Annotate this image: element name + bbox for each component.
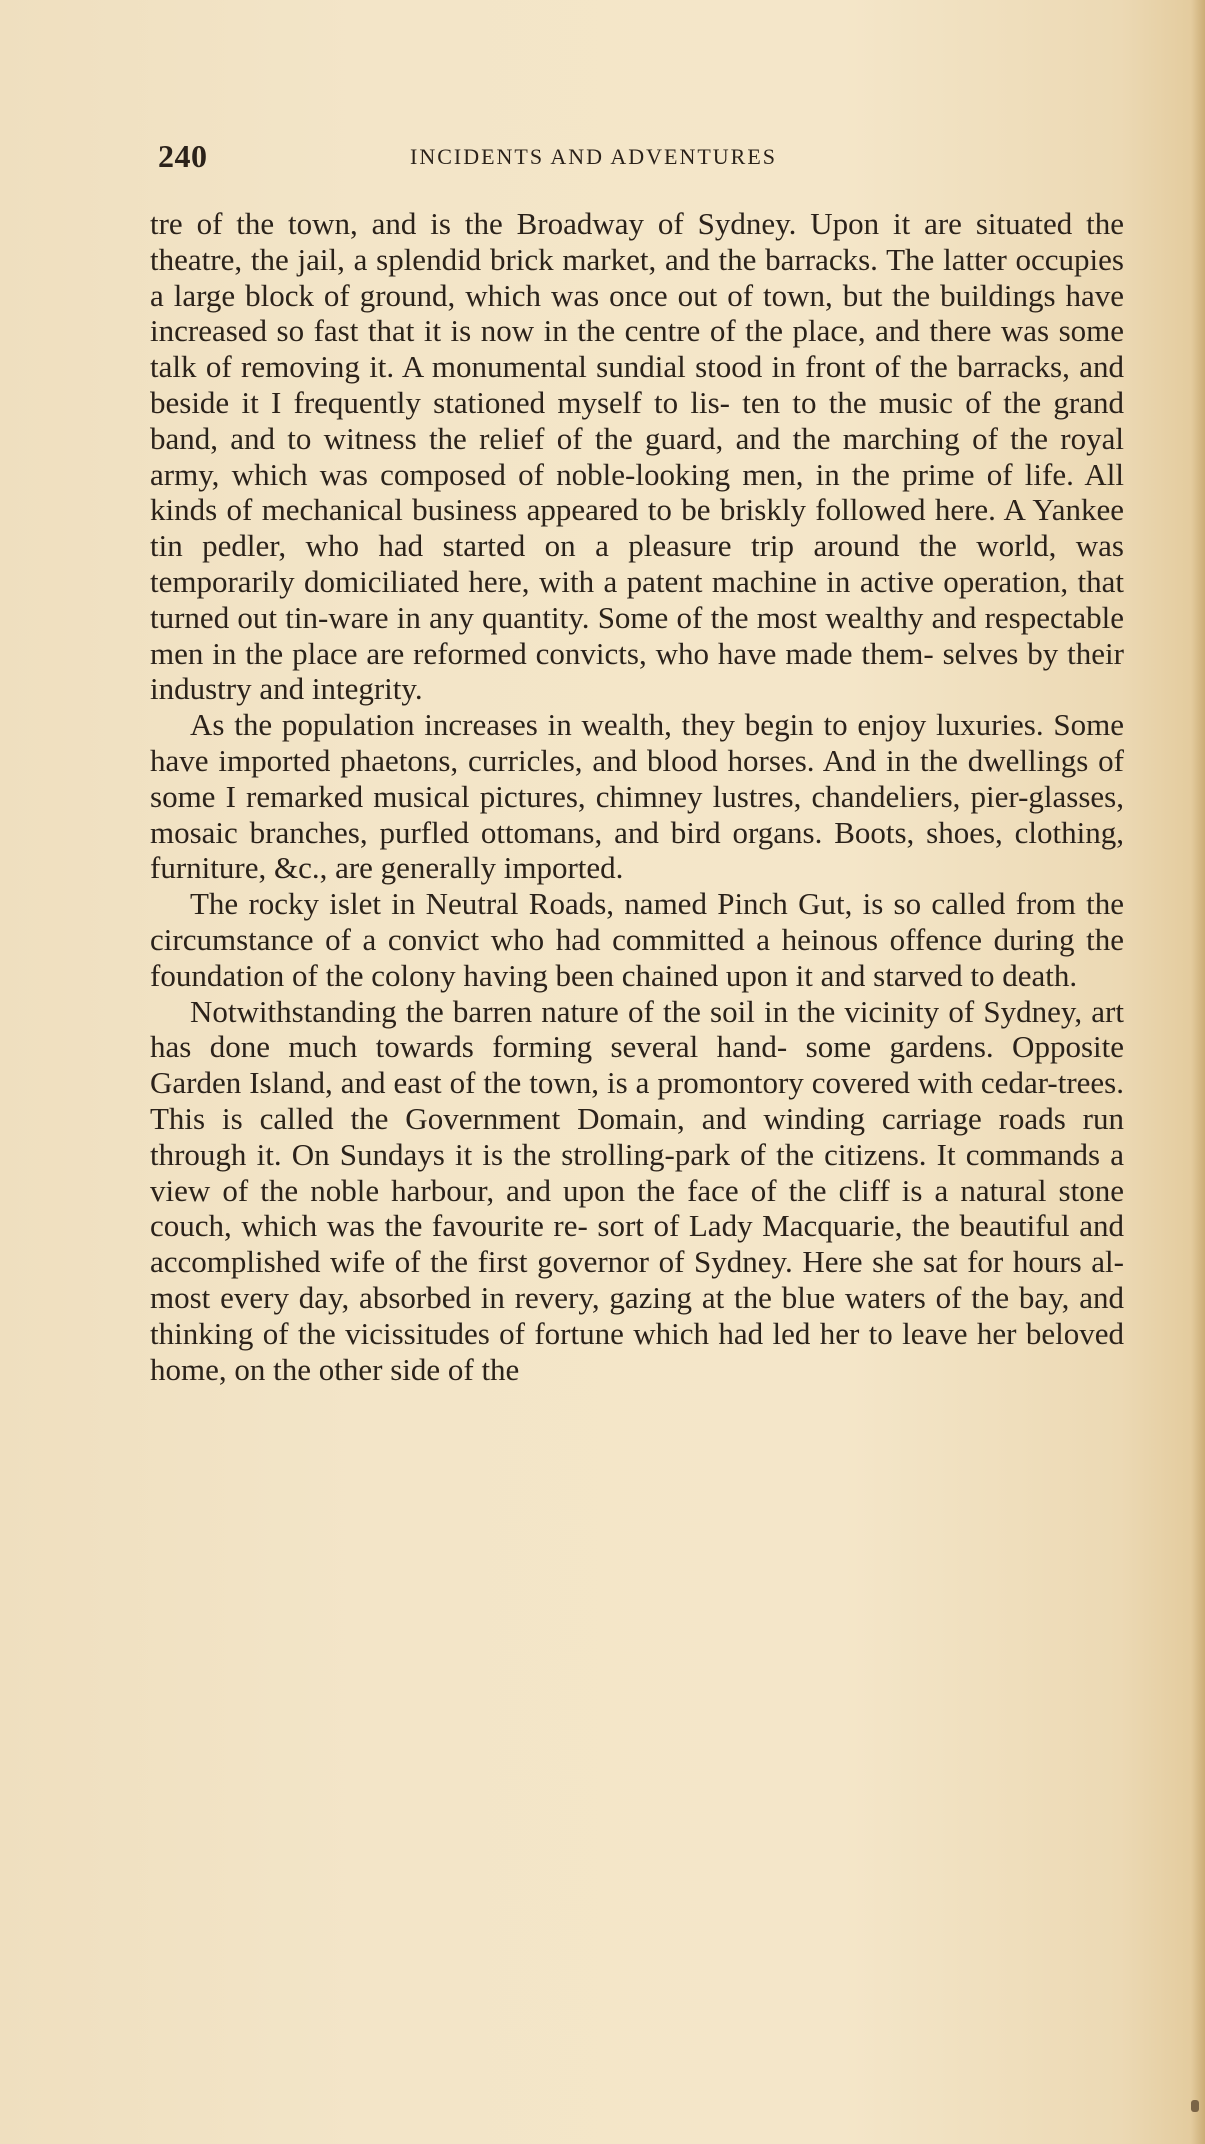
body-text bbox=[150, 206, 1124, 1387]
page-number: 240 bbox=[158, 138, 208, 174]
paragraph: As the population increases in wealth, they begin to enjoy luxuries. Some have imported phaetons, curricles, and blood horses. And in the dwellings of some I remarked musical pictures, chimney lustres, chandeliers, pier-glasses, mosaic branches, purfled ottomans, and bird organs. Boots, shoes, clothing, furniture, &c., are generally imported. bbox=[150, 707, 1124, 886]
ink-speck bbox=[1191, 2100, 1199, 2112]
page-edge-shadow bbox=[1191, 0, 1205, 2144]
page-header bbox=[158, 138, 900, 178]
paragraph: The rocky islet in Neutral Roads, named Pinch Gut, is so called from the circumstance of a convict who had committed a heinous offence during the foundation of the colony having been chained upon it and starved to death. bbox=[150, 886, 1124, 993]
paragraph: tre of the town, and is the Broadway of Sydney. Upon it are situated the theatre, the jail, a splendid brick market, and the barracks. The latter occupies a large block of ground, which was once out of town, but the buildings have increased so fast that it is now in the centre of the place, and there was some talk of removing it. A monumental sundial stood in front of the barracks, and beside it I frequently stationed myself to lis- ten to the music of the grand band, and to witness the relief of the guard, and the marching of the royal army, which was composed of noble-looking men, in the prime of life. All kinds of mechanical business appeared to be briskly followed here. A Yankee tin pedler, who had started on a pleasure trip around the world, was temporarily domiciliated here, with a patent machine in active operation, that turned out tin-ware in any quantity. Some of the most wealthy and respectable men in the place are reformed convicts, who have made them- selves by their industry and integrity. bbox=[150, 206, 1124, 707]
running-head: INCIDENTS AND ADVENTURES bbox=[410, 144, 777, 169]
paragraph: Notwithstanding the barren nature of the soil in the vicinity of Sydney, art has done much towards forming several hand- some gardens. Opposite Garden Island, and east of the town, is a promontory covered with cedar-trees. This is called the Government Domain, and winding carriage roads run through it. On Sundays it is the strolling-park of the citizens. It commands a view of the noble harbour, and upon the face of the cliff is a natural stone couch, which was the favourite re- sort of Lady Macquarie, the beautiful and accomplished wife of the first governor of Sydney. Here she sat for hours al- most every day, absorbed in revery, gazing at the blue waters of the bay, and thinking of the vicissitudes of fortune which had led her to leave her beloved home, on the other side of the bbox=[150, 993, 1124, 1387]
